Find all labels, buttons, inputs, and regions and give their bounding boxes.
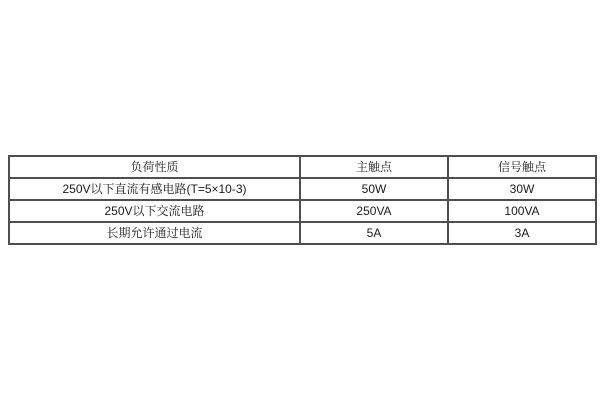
cell-load-type: 250V以下交流电路	[9, 200, 300, 222]
header-load-type: 负荷性质	[9, 156, 300, 178]
spec-table-container	[8, 155, 595, 245]
cell-load-type: 长期允许通过电流	[9, 222, 300, 244]
cell-signal-contact: 3A	[448, 222, 596, 244]
table-head	[9, 156, 596, 178]
cell-signal-contact: 30W	[448, 178, 596, 200]
cell-load-type: 250V以下直流有感电路(T=5×10-3)	[9, 178, 300, 200]
header-signal-contact: 信号触点	[448, 156, 596, 178]
table-body	[9, 178, 596, 244]
table-header-row	[9, 156, 596, 178]
table-row	[9, 222, 596, 244]
cell-main-contact: 5A	[300, 222, 448, 244]
load-spec-table	[8, 155, 597, 245]
table-row	[9, 178, 596, 200]
table-row	[9, 200, 596, 222]
cell-main-contact: 250VA	[300, 200, 448, 222]
cell-main-contact: 50W	[300, 178, 448, 200]
header-main-contact: 主触点	[300, 156, 448, 178]
cell-signal-contact: 100VA	[448, 200, 596, 222]
